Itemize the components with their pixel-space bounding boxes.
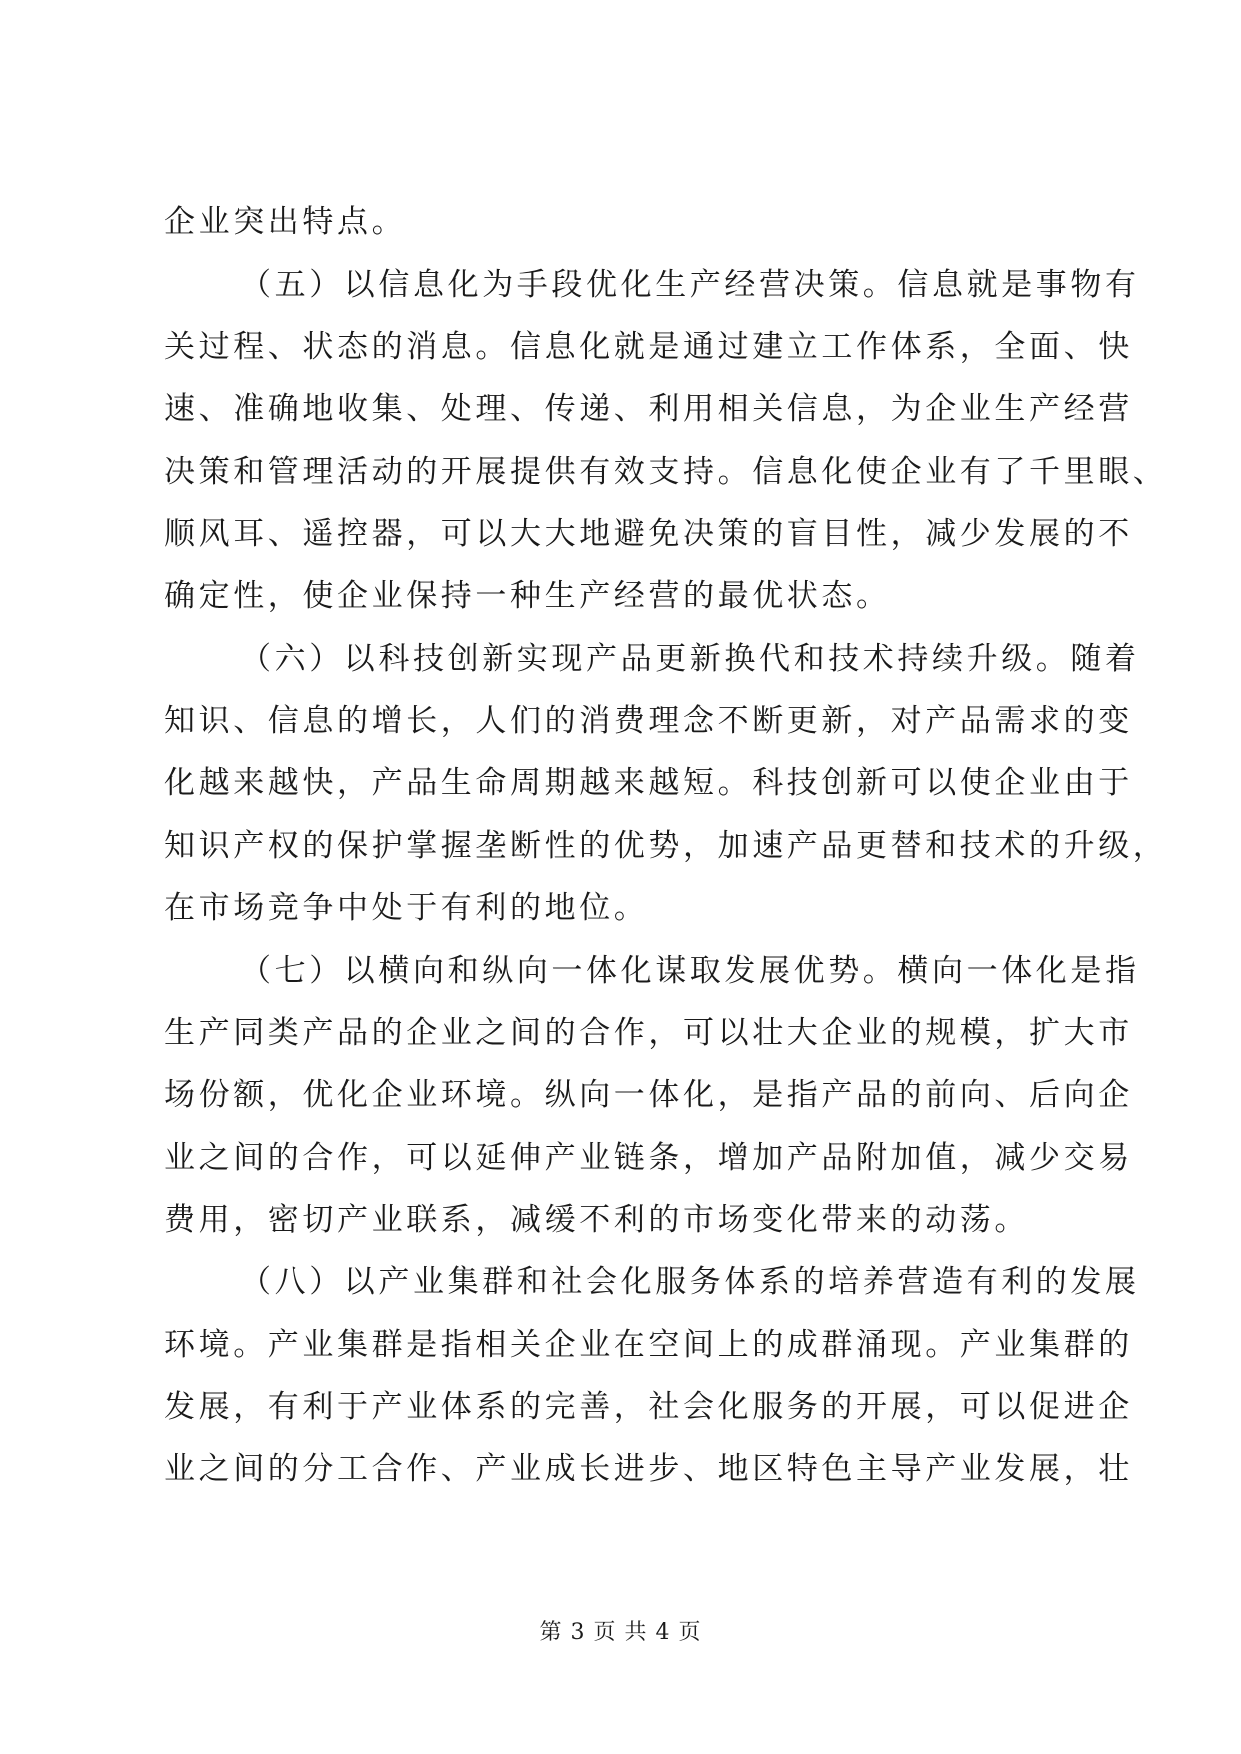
text-line: 场份额，优化企业环境。纵向一体化，是指产品的前向、后向企 [164,1077,1133,1113]
text-line: 发展，有利于产业体系的完善，社会化服务的开展，可以促进企 [164,1389,1133,1425]
text-line: 确定性，使企业保持一种生产经营的最优状态。 [164,578,891,614]
text-line: 业之间的分工合作、产业成长进步、地区特色主导产业发展，壮 [164,1451,1133,1487]
paragraph-8-heading-line: （八）以产业集群和社会化服务体系的培养营造有利的发展 [240,1264,1140,1300]
text-line: 顺风耳、遥控器，可以大大地避免决策的盲目性，减少发展的不 [164,516,1133,552]
text-line: 化越来越快，产品生命周期越来越短。科技创新可以使企业由于 [164,765,1133,801]
text-line: 企业突出特点。 [164,204,407,240]
paragraph-7-heading-line: （七）以横向和纵向一体化谋取发展优势。横向一体化是指 [240,953,1140,989]
paragraph-5-heading-line: （五）以信息化为手段优化生产经营决策。信息就是事物有 [240,267,1140,303]
text-line: 费用，密切产业联系，减缓不利的市场变化带来的动荡。 [164,1202,1029,1238]
text-line: 关过程、状态的消息。信息化就是通过建立工作体系，全面、快 [164,329,1133,365]
text-line: 知识、信息的增长，人们的消费理念不断更新，对产品需求的变 [164,703,1133,739]
text-line: 知识产权的保护掌握垄断性的优势，加速产品更替和技术的升级， [164,828,1168,864]
text-line: 生产同类产品的企业之间的合作，可以壮大企业的规模，扩大市 [164,1015,1133,1051]
page-number-footer: 第 3 页 共 4 页 [539,1620,702,1645]
paragraph-6-heading-line: （六）以科技创新实现产品更新换代和技术持续升级。随着 [240,641,1140,677]
text-line: 速、准确地收集、处理、传递、利用相关信息，为企业生产经营 [164,391,1133,427]
text-line: 环境。产业集群是指相关企业在空间上的成群涌现。产业集群的 [164,1327,1133,1363]
text-line: 决策和管理活动的开展提供有效支持。信息化使企业有了千里眼、 [164,454,1168,490]
text-line: 业之间的合作，可以延伸产业链条，增加产品附加值，减少交易 [164,1140,1133,1176]
text-line: 在市场竞争中处于有利的地位。 [164,890,649,926]
